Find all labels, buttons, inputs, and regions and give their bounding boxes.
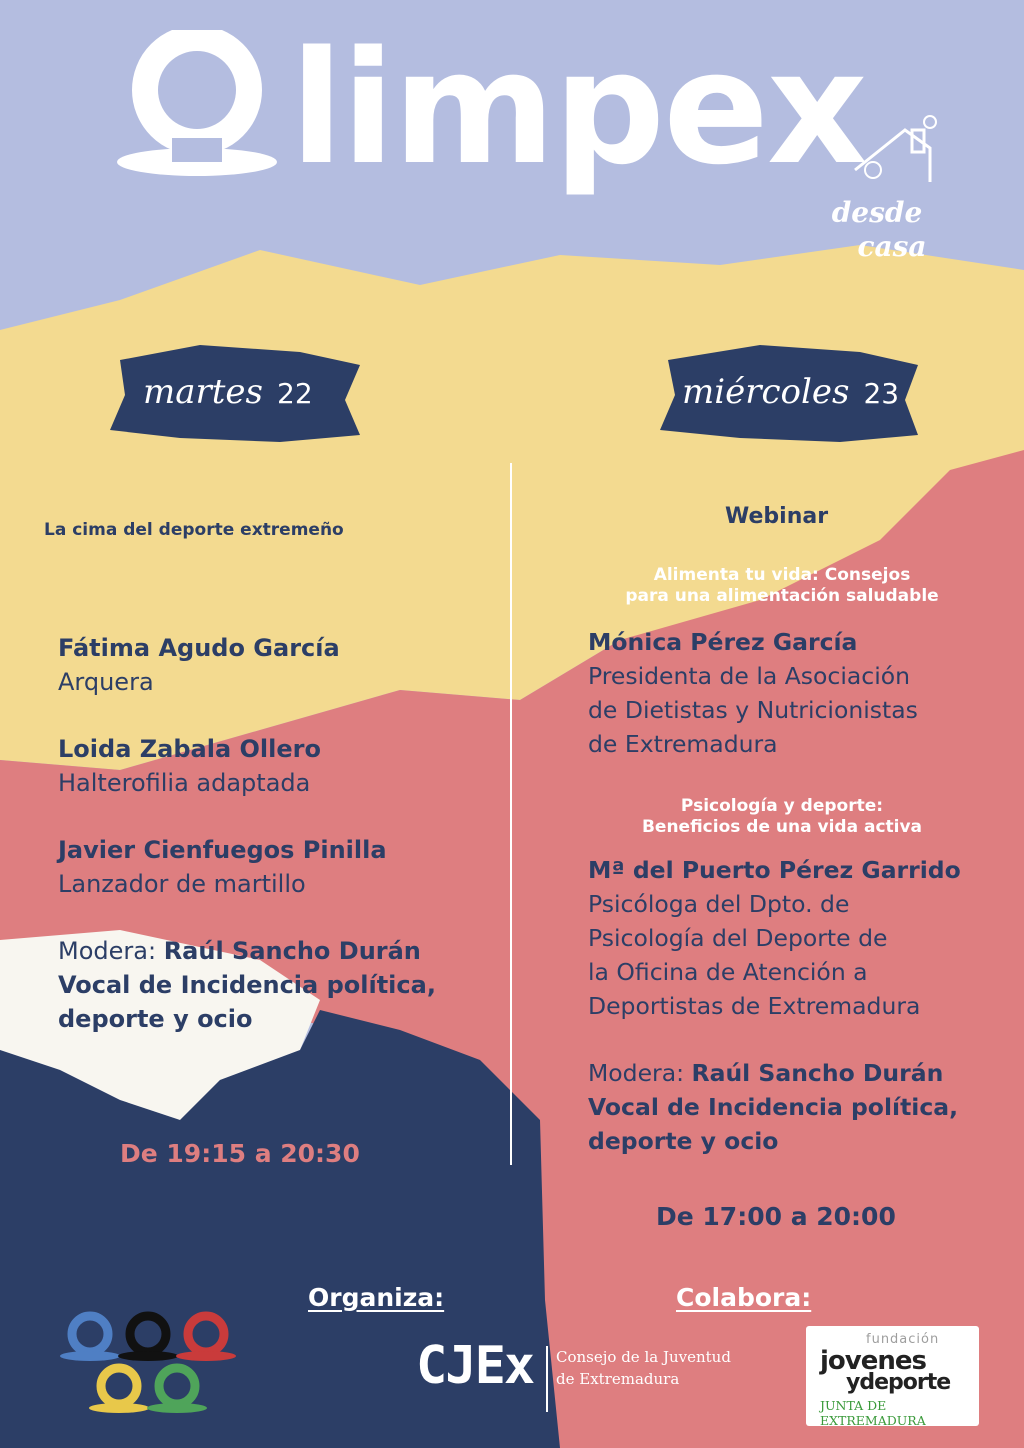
day2-moderator — [588, 1056, 958, 1158]
day2-name: miércoles — [682, 372, 850, 412]
tagline-line1: desde — [831, 196, 923, 229]
day1-moderator — [58, 934, 436, 1036]
fjd-jovenes: jovenes — [820, 1346, 926, 1376]
speaker-role-line2: Psicología del Deporte de — [588, 924, 888, 952]
moderator-role-line2: deporte y ocio — [588, 1127, 779, 1155]
speaker-name: Fátima Agudo García — [58, 634, 340, 662]
day1-subtitle: La cima del deporte extremeño — [44, 520, 344, 540]
speaker-name: Mª del Puerto Pérez Garrido — [588, 856, 961, 884]
webinar-heading: Webinar — [725, 504, 829, 529]
olympic-rings-logo-icon — [56, 1308, 240, 1420]
logo-tagline — [812, 196, 942, 264]
speaker-role-line3: de Extremadura — [588, 730, 778, 758]
talk2-title-line1: Psicología y deporte: — [680, 796, 884, 816]
moderator-prefix: Modera: — [58, 937, 157, 965]
day1-name: martes — [143, 372, 263, 412]
moderator-role-line2: deporte y ocio — [58, 1005, 253, 1033]
day1-label — [143, 372, 313, 412]
speaker-role-line2: de Dietistas y Nutricionistas — [588, 696, 918, 724]
speaker-role-line1: Psicóloga del Dpto. de — [588, 890, 850, 918]
moderator-name: Raúl Sancho Durán — [691, 1059, 944, 1087]
fjd-fundacion: fundación — [866, 1332, 940, 1347]
speaker-2 — [58, 732, 321, 800]
speaker-role: Arquera — [58, 668, 154, 696]
day1-number: 22 — [277, 377, 313, 410]
organiza-heading: Organiza: — [308, 1283, 445, 1312]
cjex-line1: Consejo de la Juventud — [556, 1348, 731, 1366]
speaker-role-line1: Presidenta de la Asociación — [588, 662, 911, 690]
fundacion-jovenes-deporte-logo — [806, 1326, 979, 1426]
speaker-role: Lanzador de martillo — [58, 870, 306, 898]
talk1-title — [560, 565, 1004, 607]
talk1-title-line2: para una alimentación saludable — [625, 586, 939, 606]
day2-number: 23 — [863, 377, 900, 410]
talk2-title-line2: Beneficios de una vida activa — [641, 817, 923, 837]
speaker-3 — [58, 833, 387, 901]
cjex-logo — [416, 1336, 731, 1396]
cjex-line2: de Extremadura — [556, 1370, 680, 1388]
cjex-separator — [546, 1346, 548, 1412]
talk2-speaker — [588, 853, 961, 1023]
speaker-name: Javier Cienfuegos Pinilla — [58, 836, 387, 864]
speaker-1 — [58, 631, 340, 699]
cjex-wordmark: CJEx — [416, 1336, 534, 1396]
day1-time: De 19:15 a 20:30 — [120, 1139, 360, 1168]
day2-label — [682, 372, 899, 412]
speaker-role-line3: la Oficina de Atención a — [588, 958, 868, 986]
moderator-role-line1: Vocal de Incidencia política, — [588, 1093, 959, 1121]
fjd-ydeporte: ydeporte — [846, 1370, 951, 1395]
speaker-name: Mónica Pérez García — [588, 628, 858, 656]
fjd-junta: JUNTA DE EXTREMADURA — [820, 1398, 926, 1428]
moderator-name: Raúl Sancho Durán — [163, 937, 421, 965]
logo-wordmark: limpex — [290, 17, 866, 199]
moderator-role-line1: Vocal de Incidencia política, — [58, 971, 436, 999]
house-icon — [850, 110, 945, 190]
moderator-prefix: Modera: — [588, 1059, 685, 1087]
speaker-role: Halterofilia adaptada — [58, 769, 311, 797]
speaker-role-line4: Deportistas de Extremadura — [588, 992, 921, 1020]
talk1-speaker — [588, 625, 918, 761]
column-divider — [510, 463, 512, 1165]
talk1-title-line1: Alimenta tu vida: Consejos — [653, 565, 911, 585]
speaker-name: Loida Zabala Ollero — [58, 735, 321, 763]
cjex-fullname — [556, 1346, 756, 1390]
day2-time: De 17:00 a 20:00 — [656, 1202, 896, 1231]
logo-icon — [112, 30, 282, 180]
talk2-title — [560, 796, 1004, 838]
tagline-line2: casa — [857, 230, 927, 263]
colabora-heading: Colabora: — [676, 1283, 812, 1312]
